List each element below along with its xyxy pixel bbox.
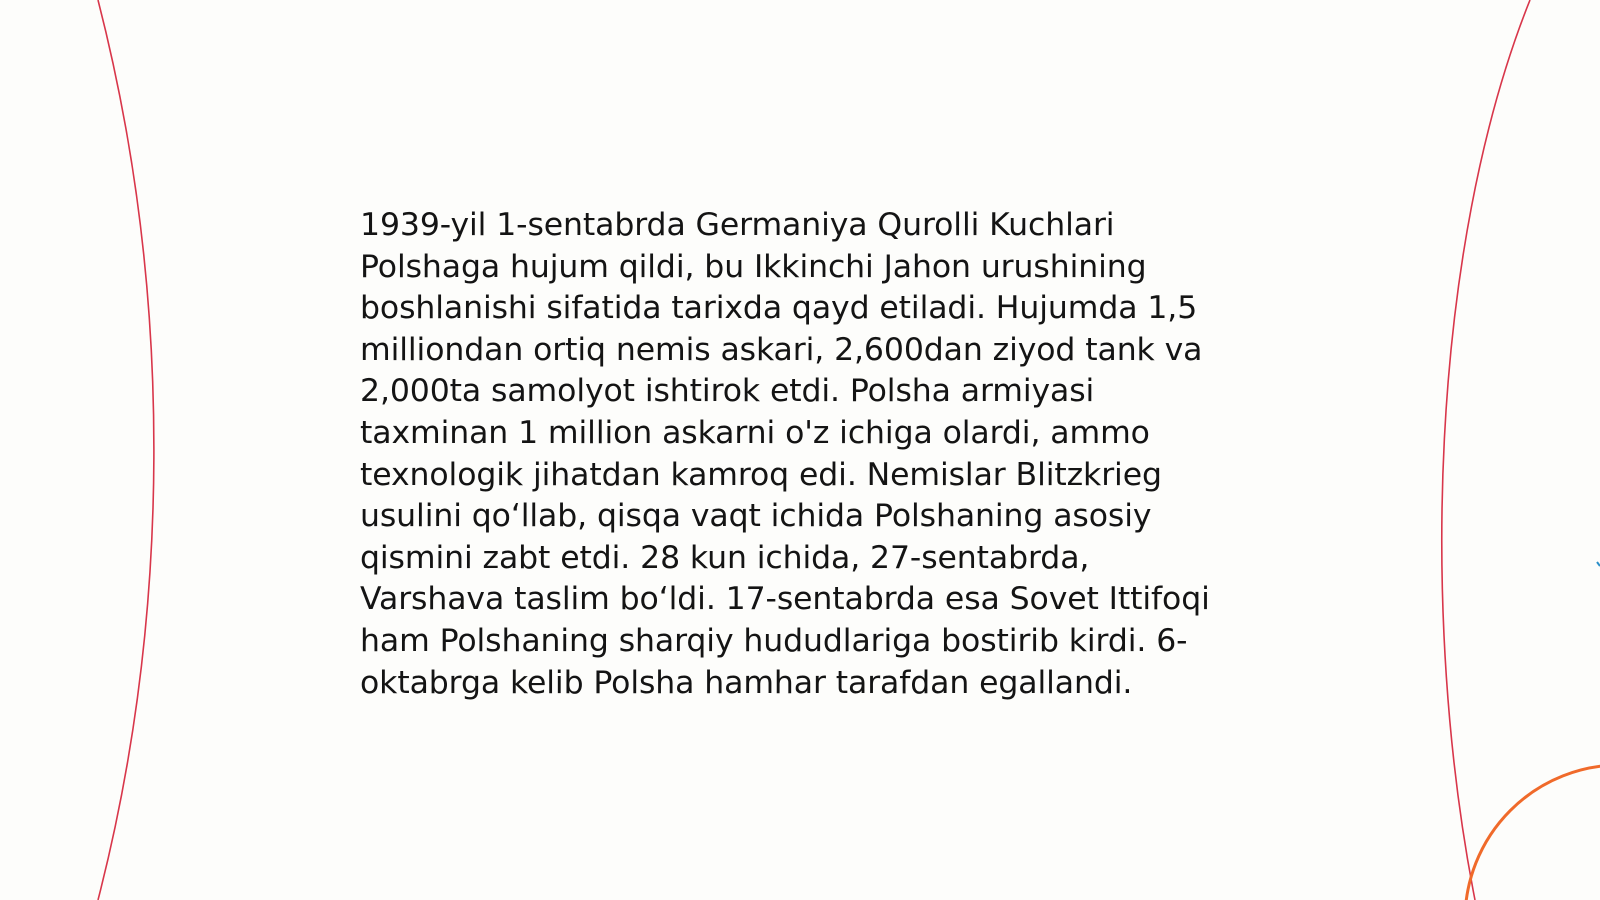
left-decorative-curve (98, 0, 154, 900)
slide-body-text: 1939-yil 1-sentabrda Germaniya Qurolli Kuchlari Polshaga hujum qildi, bu Ikkinchi Jahon urushining boshlanishi sifatida tarixda qayd etiladi. Hujumda 1,5 milliondan ortiq nemis askari, 2,600dan ziyod tank va 2,000ta samolyot ishtirok etdi. Polsha armiyasi taxminan 1 million askarni o'z ichiga olardi, ammo texnologik jihatdan kamroq edi. Nemislar Blitzkrieg usulini qo‘llab, qisqa vaqt ichida Polshaning asosiy qismini zabt etdi. 28 kun ichida, 27-sentabrda, Varshava taslim bo‘ldi. 17-sentabrda esa Sovet Ittifoqi ham Polshaning sharqiy hududlariga bostirib kirdi. 6-oktabrga kelib Polsha hamhar tarafdan egallandi. (360, 207, 1210, 701)
right-decorative-curve (1442, 0, 1530, 900)
corner-orange-circle (1465, 765, 1600, 900)
